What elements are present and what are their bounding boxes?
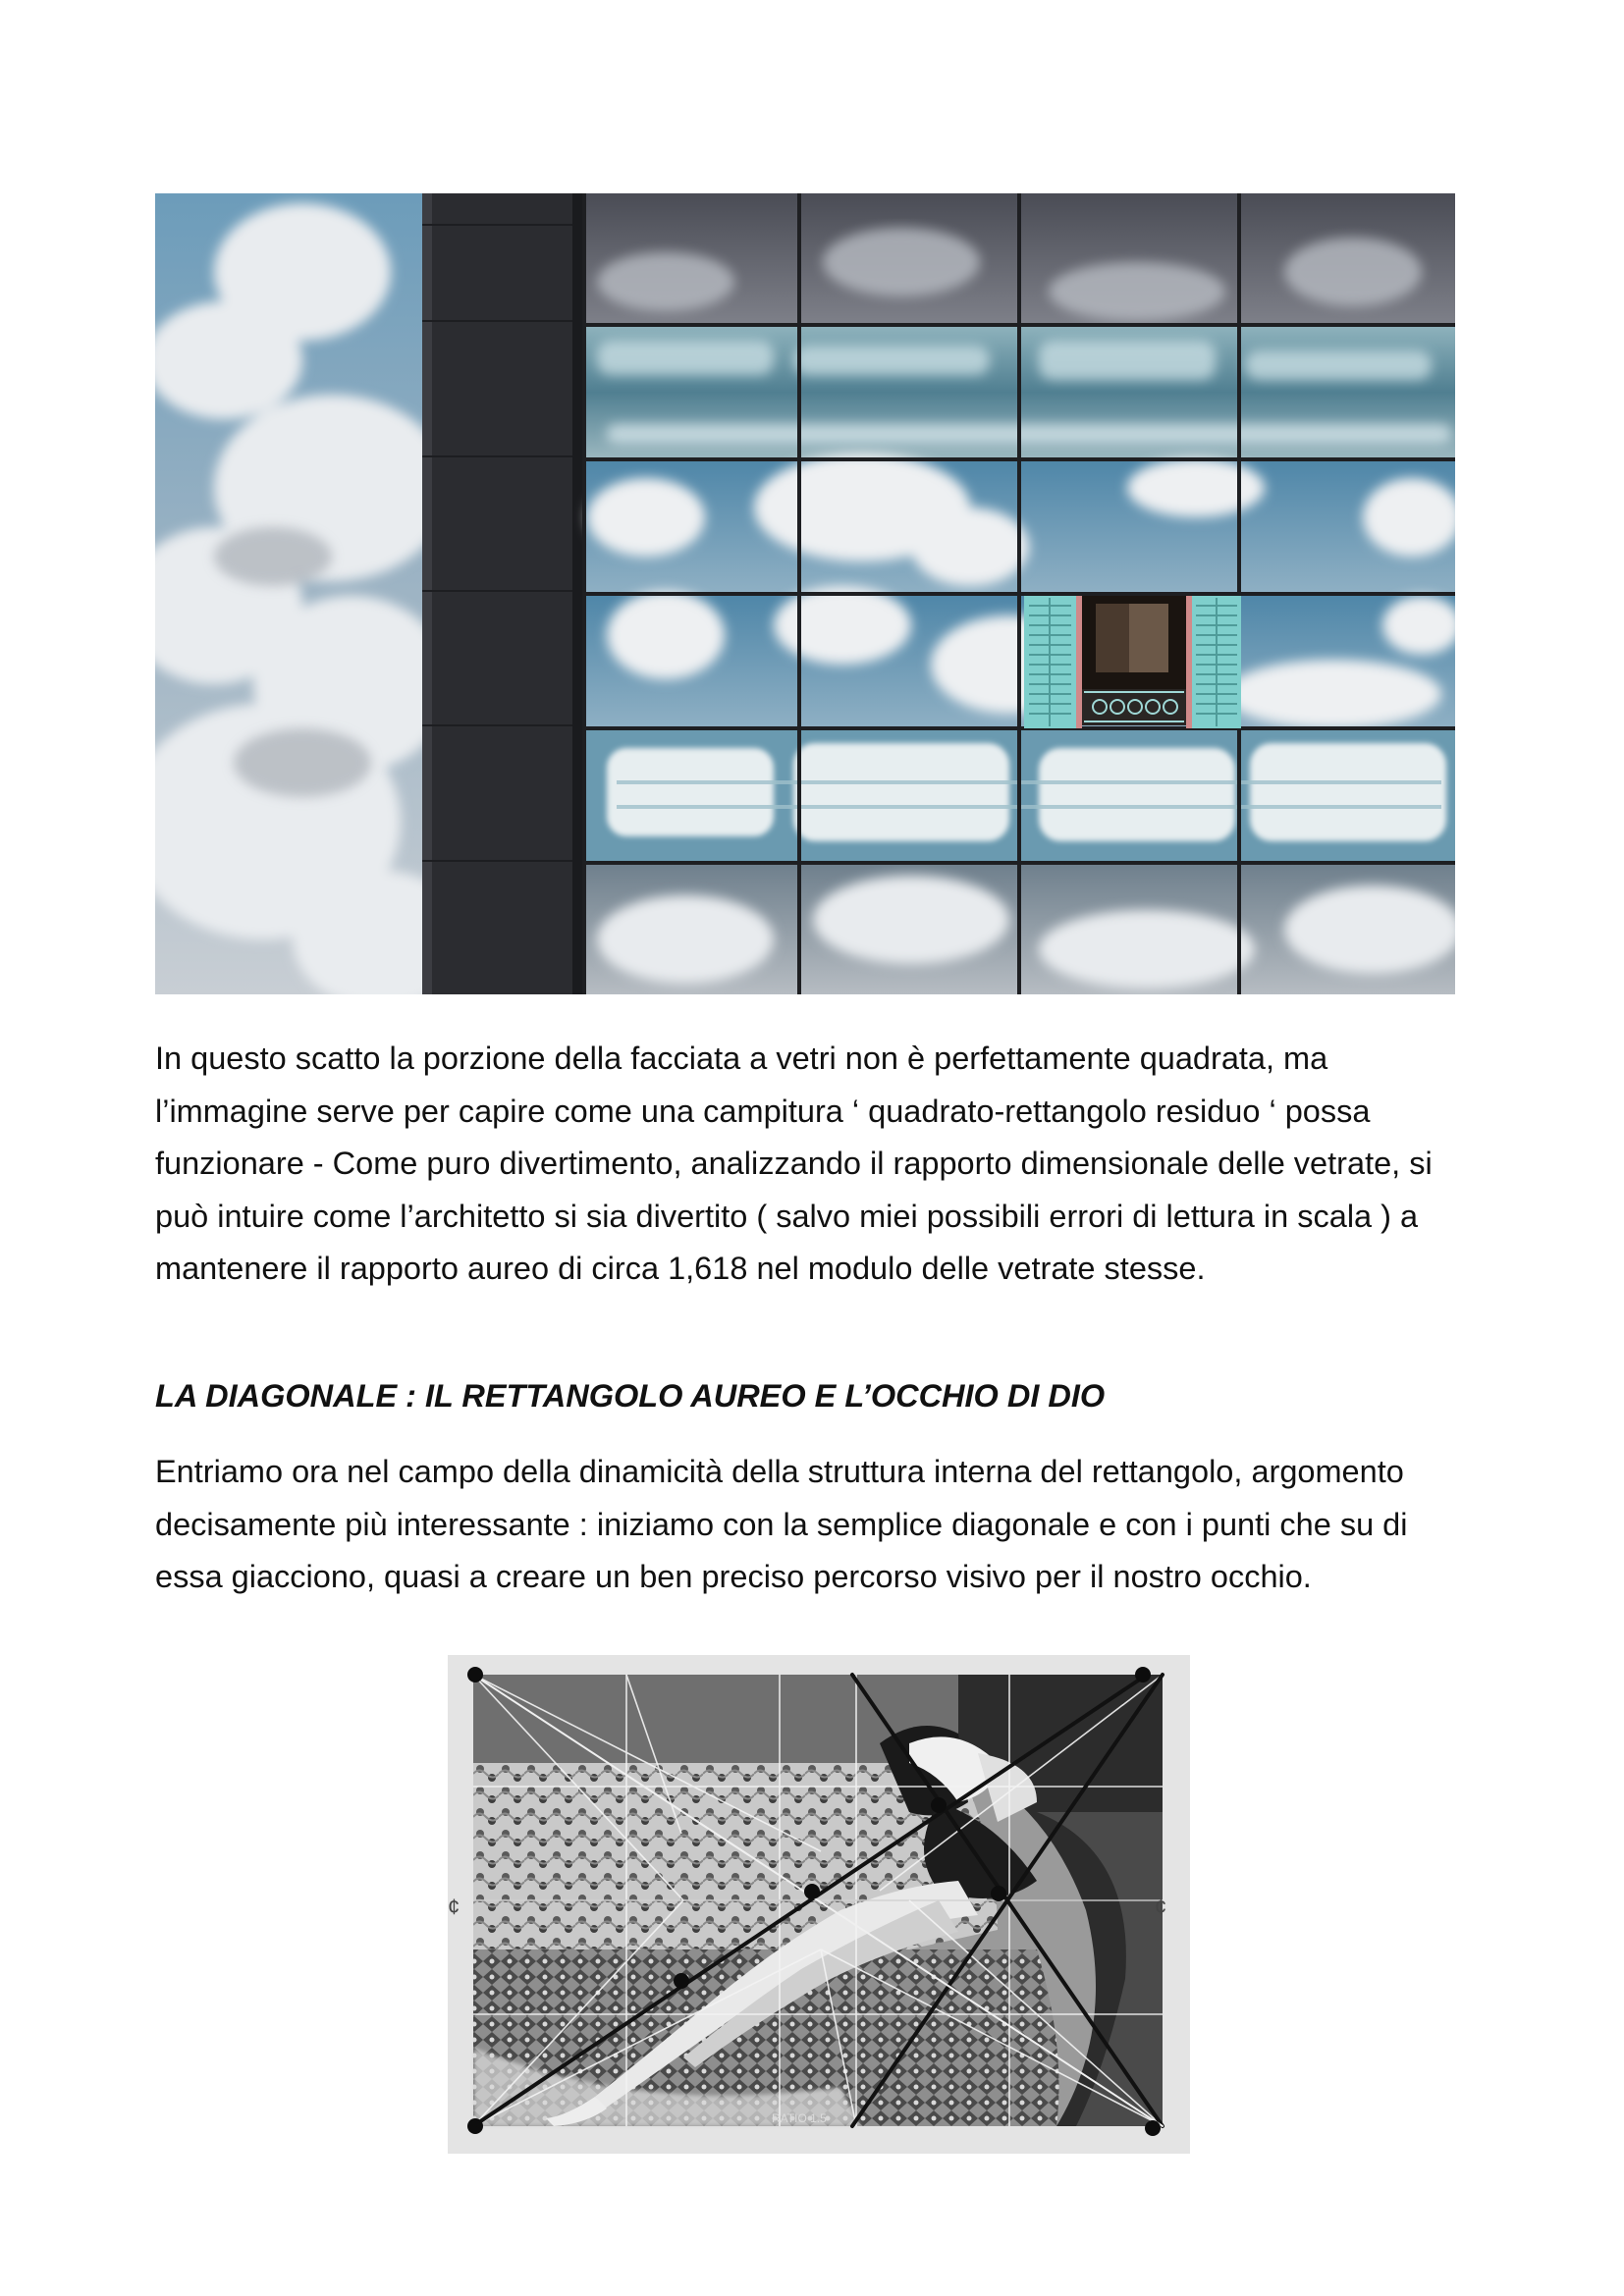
centerline-mark-left: ¢: [448, 1895, 460, 1919]
glass-facade-photo: [155, 193, 1455, 994]
paragraph-diagonal-intro: Entriamo ora nel campo della dinamicità della struttura interna del rettangolo, argomento decisamente più interessante : iniziamo con la semplice diagonale e con i punti che su di essa giacciono, quasi a creare un ben preciso percorso visivo per il nostro occhio.: [155, 1454, 1408, 1594]
diagonal-composition-diagram: [448, 1655, 1190, 2154]
paragraph-golden-ratio-facade: In questo scatto la porzione della facciata a vetri non è perfettamente quadrata, ma l’immagine serve per capire come una campitura ‘ quadrato-rettangolo residuo ‘ possa funzionare - Come puro divertimento, analizzando il rapporto dimensionale delle vetrate, si può intuire come l’architetto si sia divertito ( salvo miei possibili errori di lettura in scala ) a mantenere il rapporto aureo di circa 1,618 nel modulo delle vetrate stesse.: [155, 1041, 1433, 1286]
centerline-mark-right: ¢: [1155, 1895, 1167, 1919]
window-with-shutters: [1024, 596, 1241, 728]
ratio-label: RATIO 1.5: [772, 2111, 827, 2125]
section-heading: LA DIAGONALE : IL RETTANGOLO AUREO E L’OCCHIO DI DIO: [155, 1378, 1106, 1414]
